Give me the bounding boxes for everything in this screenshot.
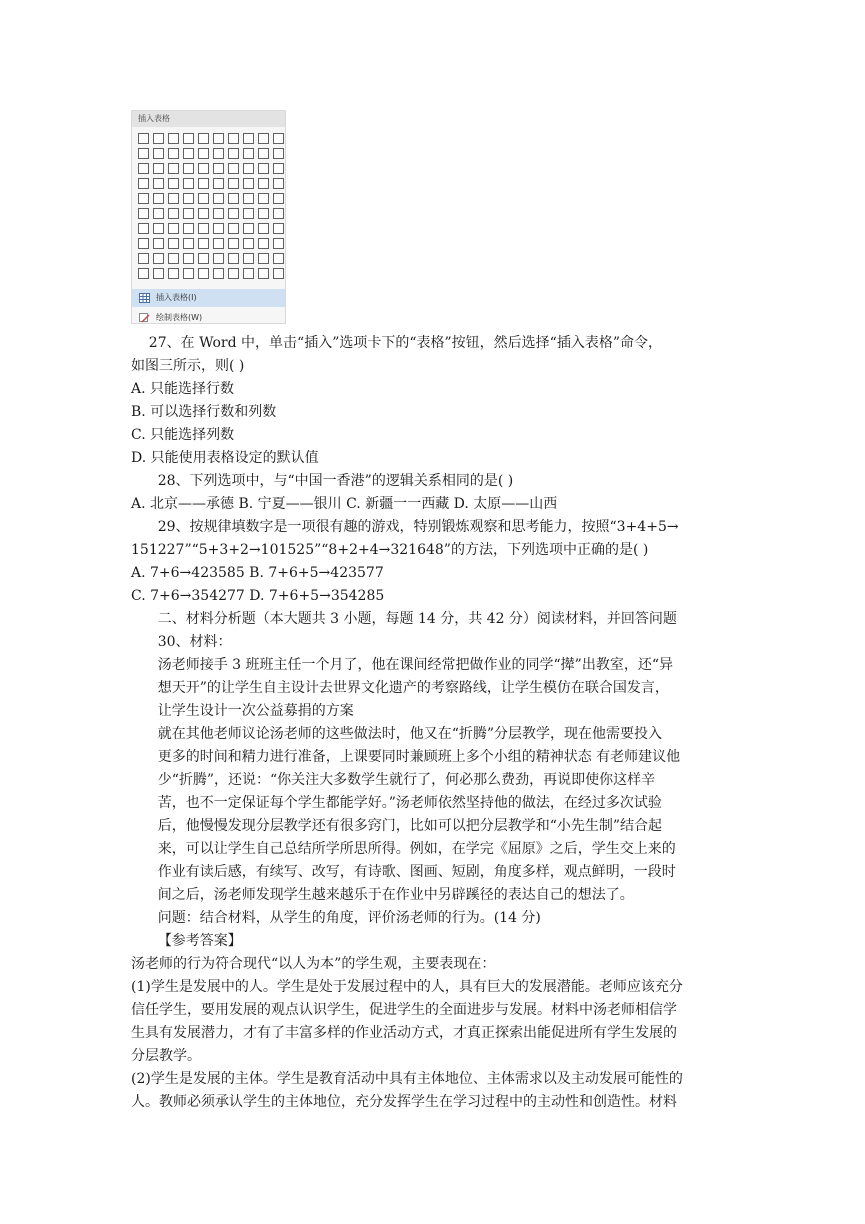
grid-cell xyxy=(183,268,194,279)
text-line: 更多的时间和精力进行准备，上课要同时兼顾班上多个小组的精神状态 有老师建议他 xyxy=(131,749,681,765)
grid-cell xyxy=(258,193,269,204)
grid-cell xyxy=(138,193,149,204)
grid-cell xyxy=(273,223,284,234)
grid-cell xyxy=(198,238,209,249)
grid-cell xyxy=(138,223,149,234)
text-line: 汤老师的行为符合现代“以人为本”的学生观，主要表现在： xyxy=(131,956,496,972)
grid-cell xyxy=(183,253,194,264)
grid-cell xyxy=(198,148,209,159)
insert-table-popup-image xyxy=(131,110,286,324)
grid-cell xyxy=(213,208,224,219)
grid-cell xyxy=(228,208,239,219)
grid-cell xyxy=(258,253,269,264)
grid-cell xyxy=(138,208,149,219)
grid-cell xyxy=(168,253,179,264)
grid-cell xyxy=(183,208,194,219)
grid-cell xyxy=(213,178,224,189)
grid-cell xyxy=(258,208,269,219)
grid-cell xyxy=(258,163,269,174)
table-size-grid xyxy=(138,133,284,279)
grid-cell xyxy=(183,193,194,204)
grid-cell xyxy=(273,178,284,189)
grid-cell xyxy=(153,148,164,159)
grid-cell xyxy=(138,238,149,249)
text-line: 二、材料分析题（本大题共 3 小题，每题 14 分，共 42 分）阅读材料，并回答问题 xyxy=(131,611,677,627)
grid-cell xyxy=(243,268,254,279)
text-line: 分层教学。 xyxy=(131,1048,201,1064)
grid-cell xyxy=(258,268,269,279)
text-line: 让学生设计一次公益募捐的方案 xyxy=(131,703,354,719)
text-line: 【参考答案】 xyxy=(131,933,242,949)
grid-cell xyxy=(213,148,224,159)
insert-table-menu-item xyxy=(132,289,285,307)
grid-cell xyxy=(168,268,179,279)
grid-cell xyxy=(168,208,179,219)
grid-cell xyxy=(138,178,149,189)
grid-cell xyxy=(168,163,179,174)
grid-cell xyxy=(198,268,209,279)
grid-cell xyxy=(243,133,254,144)
grid-cell xyxy=(168,223,179,234)
grid-cell xyxy=(243,193,254,204)
draw-table-label: 绘制表格(W) xyxy=(156,313,203,322)
text-line: 30、材料： xyxy=(131,634,232,650)
grid-cell xyxy=(153,208,164,219)
text-line: B. 可以选择行数和列数 xyxy=(131,404,277,420)
text-line: 生具有发展潜力，才有了丰富多样的作业活动方式，才真正探索出能促进所有学生发展的 xyxy=(131,1025,677,1041)
grid-cell xyxy=(243,178,254,189)
grid-cell xyxy=(243,223,254,234)
text-line: 间之后，汤老师发现学生越来越乐于在作业中另辟蹊径的表达自己的想法了。 xyxy=(131,887,634,903)
grid-cell xyxy=(153,193,164,204)
grid-cell xyxy=(168,238,179,249)
text-line: (1)学生是发展中的人。学生是处于发展过程中的人，具有巨大的发展潜能。老师应该充分 xyxy=(131,979,683,995)
text-line: 29、按规律填数字是一项很有趣的游戏，特别锻炼观察和思考能力，按照“3+4+5→ xyxy=(131,519,679,535)
grid-cell xyxy=(198,253,209,264)
grid-cell xyxy=(243,238,254,249)
draw-table-menu-item xyxy=(132,309,285,327)
text-line: 信任学生，要用发展的观点认识学生，促进学生的全面进步与发展。材料中汤老师相信学 xyxy=(131,1002,677,1018)
text-line: 151227”“5+3+2→101525”“8+2+4→321648”的方法，下列选项中正确的是( ) xyxy=(131,542,649,558)
insert-table-label: 插入表格(I) xyxy=(156,293,197,302)
grid-cell xyxy=(138,253,149,264)
grid-cell xyxy=(198,163,209,174)
grid-cell xyxy=(273,238,284,249)
grid-cell xyxy=(198,178,209,189)
grid-cell xyxy=(213,193,224,204)
grid-cell xyxy=(273,253,284,264)
grid-cell xyxy=(168,133,179,144)
grid-cell xyxy=(258,148,269,159)
grid-cell xyxy=(258,133,269,144)
grid-cell xyxy=(258,238,269,249)
grid-cell xyxy=(228,133,239,144)
grid-cell xyxy=(228,178,239,189)
text-line: A. 7+6→423585 B. 7+6+5→423577 xyxy=(131,565,384,581)
grid-cell xyxy=(153,223,164,234)
text-line: A. 北京——承德 B. 宁夏——银川 C. 新疆一一西藏 D. 太原——山西 xyxy=(131,496,558,512)
table-icon xyxy=(139,293,150,303)
grid-cell xyxy=(273,133,284,144)
grid-cell xyxy=(228,148,239,159)
grid-cell xyxy=(228,193,239,204)
grid-cell xyxy=(213,163,224,174)
grid-cell xyxy=(198,193,209,204)
grid-cell xyxy=(168,148,179,159)
text-line: 苦，也不一定保证每个学生都能学好。”汤老师依然坚持他的做法，在经过多次试验 xyxy=(131,795,662,811)
grid-cell xyxy=(258,223,269,234)
grid-cell xyxy=(198,223,209,234)
grid-cell xyxy=(213,133,224,144)
grid-cell xyxy=(153,133,164,144)
grid-cell xyxy=(138,148,149,159)
grid-cell xyxy=(153,253,164,264)
text-line: 来，可以让学生自己总结所学所思所得。例如，在学完《屈原》之后，学生交上来的 xyxy=(131,841,676,857)
grid-cell xyxy=(228,238,239,249)
grid-cell xyxy=(213,238,224,249)
grid-cell xyxy=(153,238,164,249)
text-line: 后，他慢慢发现分层教学还有很多窍门，比如可以把分层教学和“小先生制”结合起 xyxy=(131,818,663,834)
text-line: A. 只能选择行数 xyxy=(131,381,235,397)
popup-title: 插入表格 xyxy=(132,111,285,127)
text-line: 汤老师接手 3 班班主任一个月了，他在课间经常把做作业的同学“撵”出教室，还“异 xyxy=(131,657,673,673)
grid-cell xyxy=(213,253,224,264)
text-line: 如图三所示，则( ) xyxy=(131,358,245,374)
text-line: C. 7+6→354277 D. 7+6+5→354285 xyxy=(131,588,385,604)
grid-cell xyxy=(183,148,194,159)
grid-cell xyxy=(228,223,239,234)
text-line: 就在其他老师议论汤老师的这些做法时，他又在“折腾”分层教学，现在他需要投入 xyxy=(131,726,663,742)
grid-cell xyxy=(138,163,149,174)
grid-cell xyxy=(183,163,194,174)
pencil-icon xyxy=(139,313,150,323)
grid-cell xyxy=(273,163,284,174)
text-line: 作业有读后感，有续写、改写，有诗歌、图画、短剧，角度多样，观点鲜明，一段时 xyxy=(131,864,676,880)
grid-cell xyxy=(243,253,254,264)
grid-cell xyxy=(138,268,149,279)
grid-cell xyxy=(258,178,269,189)
grid-cell xyxy=(243,163,254,174)
text-line: D. 只能使用表格设定的默认值 xyxy=(131,450,319,466)
grid-cell xyxy=(198,133,209,144)
grid-cell xyxy=(273,208,284,219)
grid-cell xyxy=(183,223,194,234)
grid-cell xyxy=(183,133,194,144)
grid-cell xyxy=(183,178,194,189)
grid-cell xyxy=(228,268,239,279)
grid-cell xyxy=(273,193,284,204)
grid-cell xyxy=(273,148,284,159)
text-line: 少“折腾”，还说：“你关注大多数学生就行了，何必那么费劲，再说即使你这样辛 xyxy=(131,772,656,788)
grid-cell xyxy=(213,223,224,234)
text-line: C. 只能选择列数 xyxy=(131,427,235,443)
grid-cell xyxy=(183,238,194,249)
text-line: 问题：结合材料，从学生的角度，评价汤老师的行为。(14 分) xyxy=(131,910,541,926)
grid-cell xyxy=(213,268,224,279)
grid-cell xyxy=(228,163,239,174)
grid-cell xyxy=(243,148,254,159)
grid-cell xyxy=(168,178,179,189)
grid-cell xyxy=(273,268,284,279)
text-line: 人。教师必须承认学生的主体地位，充分发挥学生在学习过程中的主动性和创造性。材料 xyxy=(131,1094,677,1110)
text-line: (2)学生是发展的主体。学生是教育活动中具有主体地位、主体需求以及主动发展可能性的 xyxy=(131,1071,683,1087)
text-line: 28、下列选项中，与“中国一香港”的逻辑关系相同的是( ) xyxy=(131,473,514,489)
grid-cell xyxy=(153,268,164,279)
grid-cell xyxy=(198,208,209,219)
grid-cell xyxy=(243,208,254,219)
text-line: 27、在 Word 中，单击“插入”选项卡下的“表格”按钮，然后选择“插入表格”命令， xyxy=(131,335,662,351)
grid-cell xyxy=(168,193,179,204)
grid-cell xyxy=(153,163,164,174)
text-line: 想天开”的让学生自主设计去世界文化遗产的考察路线，让学生模仿在联合国发言， xyxy=(131,680,669,696)
grid-cell xyxy=(138,133,149,144)
grid-cell xyxy=(153,178,164,189)
grid-cell xyxy=(228,253,239,264)
